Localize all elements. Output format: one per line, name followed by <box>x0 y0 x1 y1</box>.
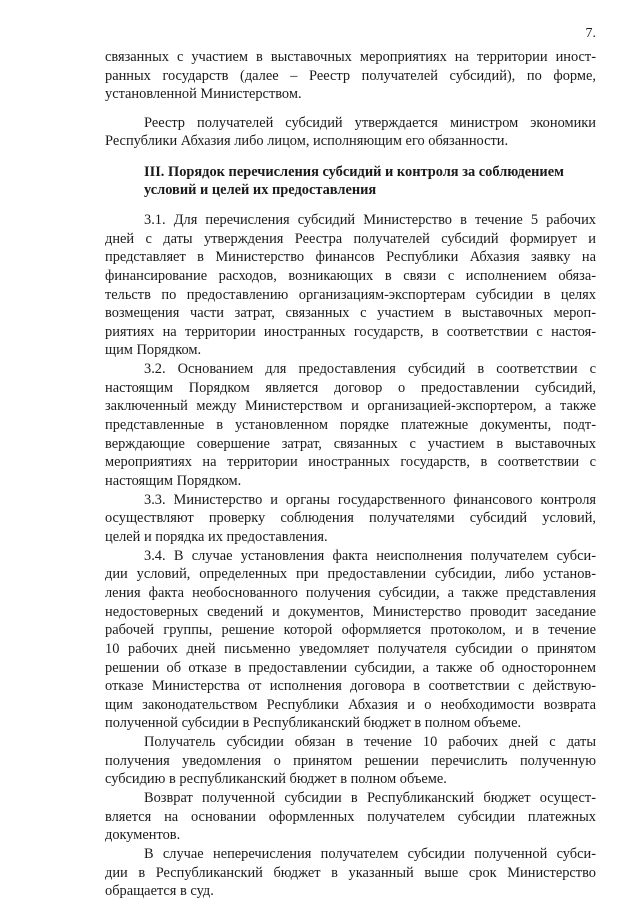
section-heading: III. Порядок перечисления субсидий и контроля за соблюдением <box>144 163 564 180</box>
text-line: ранных государств (далее – Реестр получателей субсидий), по форме, <box>105 67 596 84</box>
text-line: установленной Министерством. <box>105 86 302 103</box>
text-line: получения уведомления о принятом решении перечислить полученную <box>105 752 596 769</box>
text-line: недостоверных сведений и документов, Министерство проводит заседание <box>105 603 596 620</box>
text-line: вляется на основании оформленных получателем субсидии платежных <box>105 808 596 825</box>
text-line: заключенный между Министерством и организацией-экспортером, а также <box>105 398 596 415</box>
text-line: 3.3. Министерство и органы государственного финансового контроля <box>144 491 596 508</box>
text-line: Республики Абхазия либо лицом, исполняющим его обязанности. <box>105 133 509 150</box>
text-line: полученной субсидии в Республиканский бюджет в полном объеме. <box>105 715 522 732</box>
text-line: настоящим Порядком является договор о предоставлении субсидий, <box>105 379 596 396</box>
page-number: 7. <box>585 26 596 41</box>
text-line: верждающие совершение затрат, связанных с участием в выставочных <box>105 435 596 452</box>
text-line: щим законодательством Республики Абхазия и о необходимости возврата <box>105 696 596 713</box>
text-line: решении об отказе в предоставлении субсидии, а также об одностороннем <box>105 659 596 676</box>
text-line: финансирование расходов, возникающих в связи с исполнением обяза- <box>105 267 596 284</box>
text-line: документов. <box>105 827 181 844</box>
text-line: дней с даты утверждения Реестра получателей субсидий формирует и <box>105 230 596 247</box>
text-line: В случае неперечисления получателем субсидии полученной субси- <box>144 846 596 863</box>
text-line: возмещения части затрат, связанных с участием в выставочных мероп- <box>105 305 596 322</box>
text-line: 3.1. Для перечисления субсидий Министерство в течение 5 рабочих <box>144 211 596 228</box>
text-line: дии условий, определенных при предоставлении субсидии, либо установ- <box>105 566 596 583</box>
section-heading: условий и целей их предоставления <box>144 182 377 199</box>
text-line: тельств по предоставлению организациям-экспортерам субсидии в целях <box>105 286 596 303</box>
text-line: целей и порядка их предоставления. <box>105 528 328 545</box>
text-line: Получатель субсидии обязан в течение 10 рабочих дней с даты <box>144 734 596 751</box>
text-line: осуществляют проверку соблюдения получателями субсидий условий, <box>105 510 596 527</box>
text-line: риятиях на территории иностранных государств, в соответствии с настоя- <box>105 323 596 340</box>
text-line: дии в Республиканский бюджет в указанный выше срок Министерство <box>105 864 596 881</box>
text-line: субсидию в республиканский бюджет в полном объеме. <box>105 771 447 788</box>
text-line: представляет в Министерство финансов Республики Абхазия заявку на <box>105 249 596 266</box>
text-line: 3.2. Основанием для предоставления субсидий в соответствии с <box>144 361 596 378</box>
text-line: ления факта необоснованного получения субсидии, а также представления <box>105 584 596 601</box>
text-line: настоящим Порядком. <box>105 473 242 490</box>
text-line: рабочей группы, решение которой оформляется протоколом, и в течение <box>105 622 596 639</box>
text-line: отказе Министерства от исполнения договора в соответствии с действую- <box>105 678 596 695</box>
text-line: 10 рабочих дней письменно уведомляет получателя субсидии о принятом <box>105 640 596 657</box>
text-line: Возврат полученной субсидии в Республиканский бюджет осущест- <box>144 790 596 807</box>
text-line: Реестр получателей субсидий утверждается министром экономики <box>144 114 596 131</box>
text-line: представленные в установленном порядке платежные документы, подт- <box>105 417 596 434</box>
text-line: связанных с участием в выставочных мероприятиях на территории иност- <box>105 49 596 65</box>
text-line: мероприятиях на территории иностранных государств, в соответствии с <box>105 454 596 471</box>
text-line: 3.4. В случае установления факта неисполнения получателем субси- <box>144 547 596 564</box>
text-line: щим Порядком. <box>105 342 202 359</box>
text-line: обращается в суд. <box>105 883 214 900</box>
